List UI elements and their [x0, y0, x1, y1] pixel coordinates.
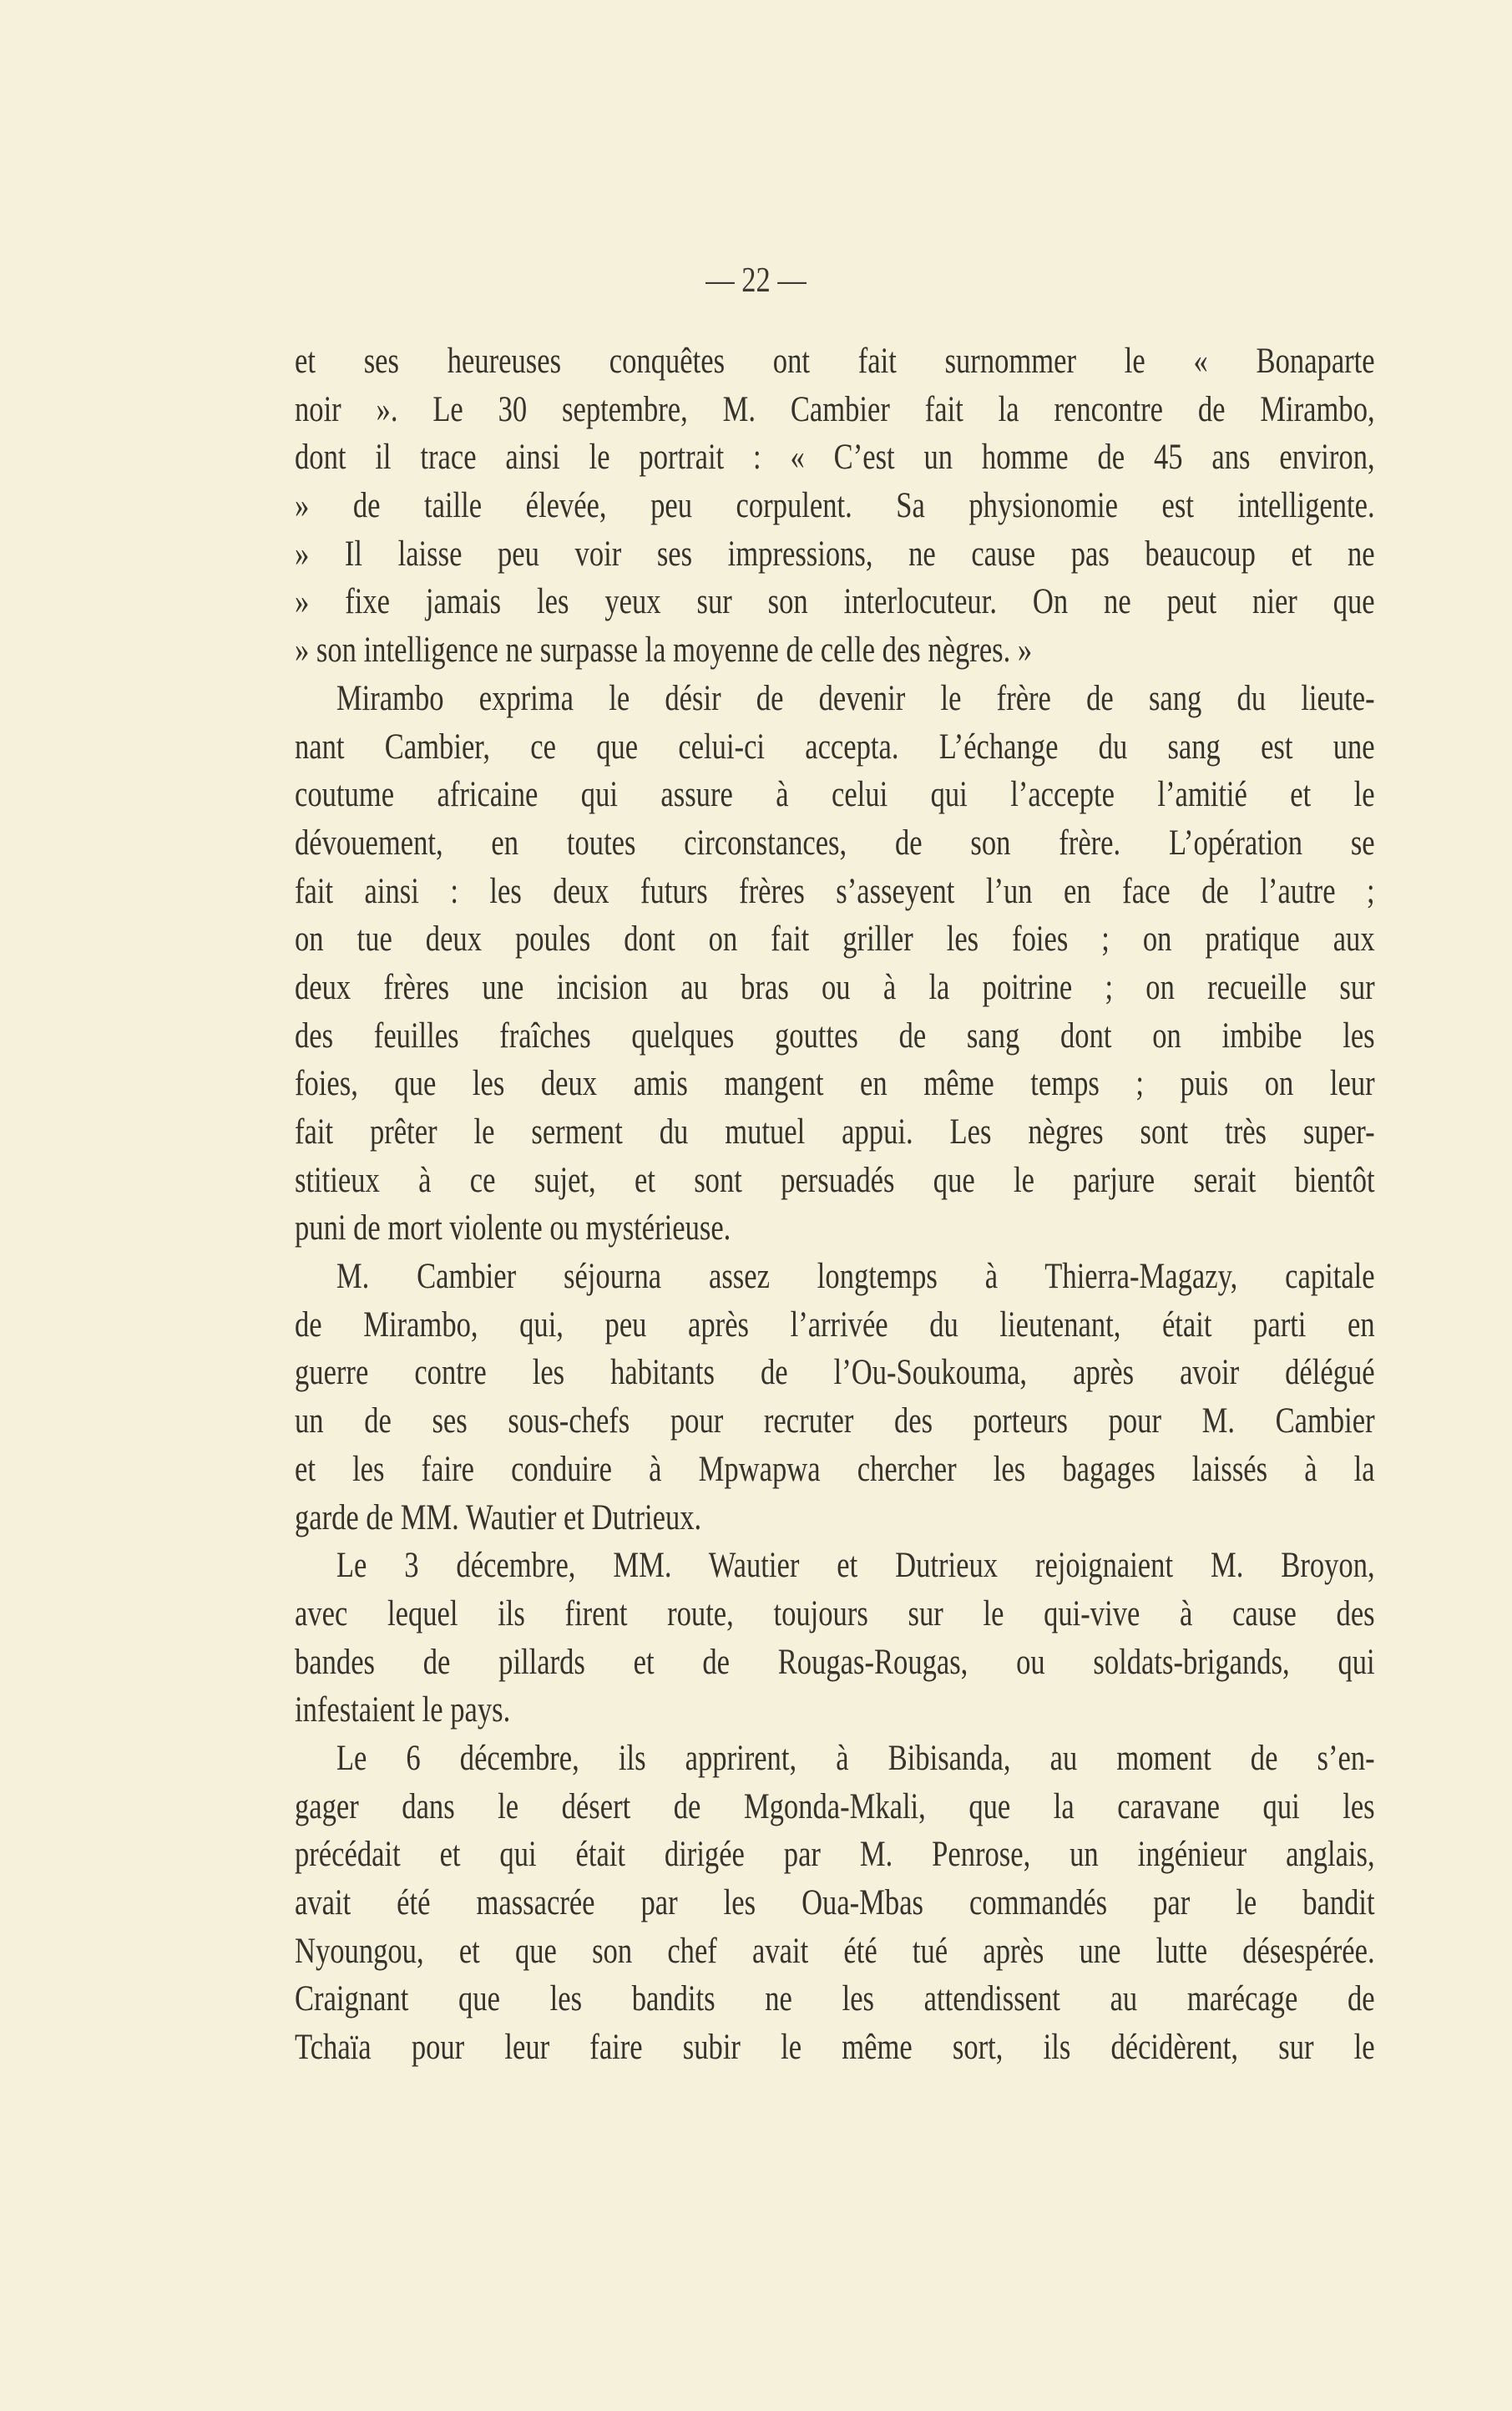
text-line: deux frères une incision au bras ou à la poitrine ; on recueille sur: [295, 967, 1375, 1007]
text-line: guerre contre les habitants de l’Ou-Soukouma, après avoir délégué: [295, 1353, 1375, 1393]
paragraph: [295, 675, 1375, 1253]
text-line: Le 6 décembre, ils apprirent, à Bibisanda, au moment de s’en-: [336, 1738, 1375, 1778]
text-line: Tchaïa pour leur faire subir le même sort, ils décidèrent, sur le: [295, 2028, 1375, 2068]
text-line: et ses heureuses conquêtes ont fait surnommer le « Bonaparte: [295, 342, 1375, 381]
text-line: coutume africaine qui assure à celui qui l’accepte l’amitié et le: [295, 775, 1375, 815]
text-line: puni de mort violente ou mystérieuse.: [295, 1208, 731, 1249]
text-line: précédait et qui était dirigée par M. Penrose, un ingénieur anglais,: [295, 1835, 1375, 1875]
text-line: Nyoungou, et que son chef avait été tué après une lutte désespérée.: [295, 1931, 1375, 1971]
text-line: dont il trace ainsi le portrait : « C’est un homme de 45 ans environ,: [295, 438, 1375, 478]
text-line: on tue deux poules dont on fait griller les foies ; on pratique aux: [295, 919, 1375, 960]
paragraph: [295, 337, 1375, 675]
text-line: nant Cambier, ce que celui-ci accepta. L’échange du sang est une: [295, 727, 1375, 767]
text-line: fait ainsi : les deux futurs frères s’asseyent l’un en face de l’autre ;: [295, 871, 1375, 911]
text-line: avec lequel ils firent route, toujours sur le qui-vive à cause des: [295, 1593, 1375, 1634]
body-text: [295, 337, 1375, 2072]
text-line: » fixe jamais les yeux sur son interlocuteur. On ne peut nier que: [295, 582, 1375, 622]
text-line: » Il laisse peu voir ses impressions, ne cause pas beaucoup et ne: [295, 534, 1375, 574]
text-line: de Mirambo, qui, peu après l’arrivée du lieutenant, était parti en: [295, 1304, 1375, 1345]
text-line: dévouement, en toutes circonstances, de son frère. L’opération se: [295, 823, 1375, 863]
text-line: garde de MM. Wautier et Dutrieux.: [295, 1497, 702, 1537]
text-line: Mirambo exprima le désir de devenir le frère de sang du lieute-: [336, 678, 1375, 718]
text-line: bandes de pillards et de Rougas-Rougas, ou soldats-brigands, qui: [295, 1642, 1375, 1682]
text-line: Le 3 décembre, MM. Wautier et Dutrieux rejoignaient M. Broyon,: [336, 1546, 1375, 1586]
text-line: Craignant que les bandits ne les attendissent au marécage de: [295, 1979, 1375, 2019]
paragraph: [295, 1542, 1375, 1735]
paragraph: [295, 1253, 1375, 1542]
text-line: des feuilles fraîches quelques gouttes de sang dont on imbibe les: [295, 1016, 1375, 1056]
text-line: fait prêter le serment du mutuel appui. Les nègres sont très super-: [295, 1112, 1375, 1152]
text-line: stitieux à ce sujet, et sont persuadés que le parjure serait bientôt: [295, 1160, 1375, 1200]
text-line: avait été massacrée par les Oua-Mbas commandés par le bandit: [295, 1883, 1375, 1922]
text-line: un de ses sous-chefs pour recruter des porteurs pour M. Cambier: [295, 1401, 1375, 1441]
text-line: foies, que les deux amis mangent en même temps ; puis on leur: [295, 1064, 1375, 1104]
text-line: » de taille élevée, peu corpulent. Sa physionomie est intelligente.: [295, 486, 1375, 526]
text-line: gager dans le désert de Mgonda-Mkali, que la caravane qui les: [295, 1786, 1375, 1826]
text-line: et les faire conduire à Mpwapwa chercher les bagages laissés à la: [295, 1449, 1375, 1489]
text-line: » son intelligence ne surpasse la moyenne de celle des nègres. »: [295, 631, 1033, 671]
page-number: — 22 —: [705, 261, 807, 300]
paragraph: [295, 1735, 1375, 2072]
text-line: M. Cambier séjourna assez longtemps à Thierra-Magazy, capitale: [336, 1257, 1375, 1297]
text-line: infestaient le pays.: [295, 1690, 511, 1730]
text-line: noir ». Le 30 septembre, M. Cambier fait la rencontre de Mirambo,: [295, 389, 1375, 429]
